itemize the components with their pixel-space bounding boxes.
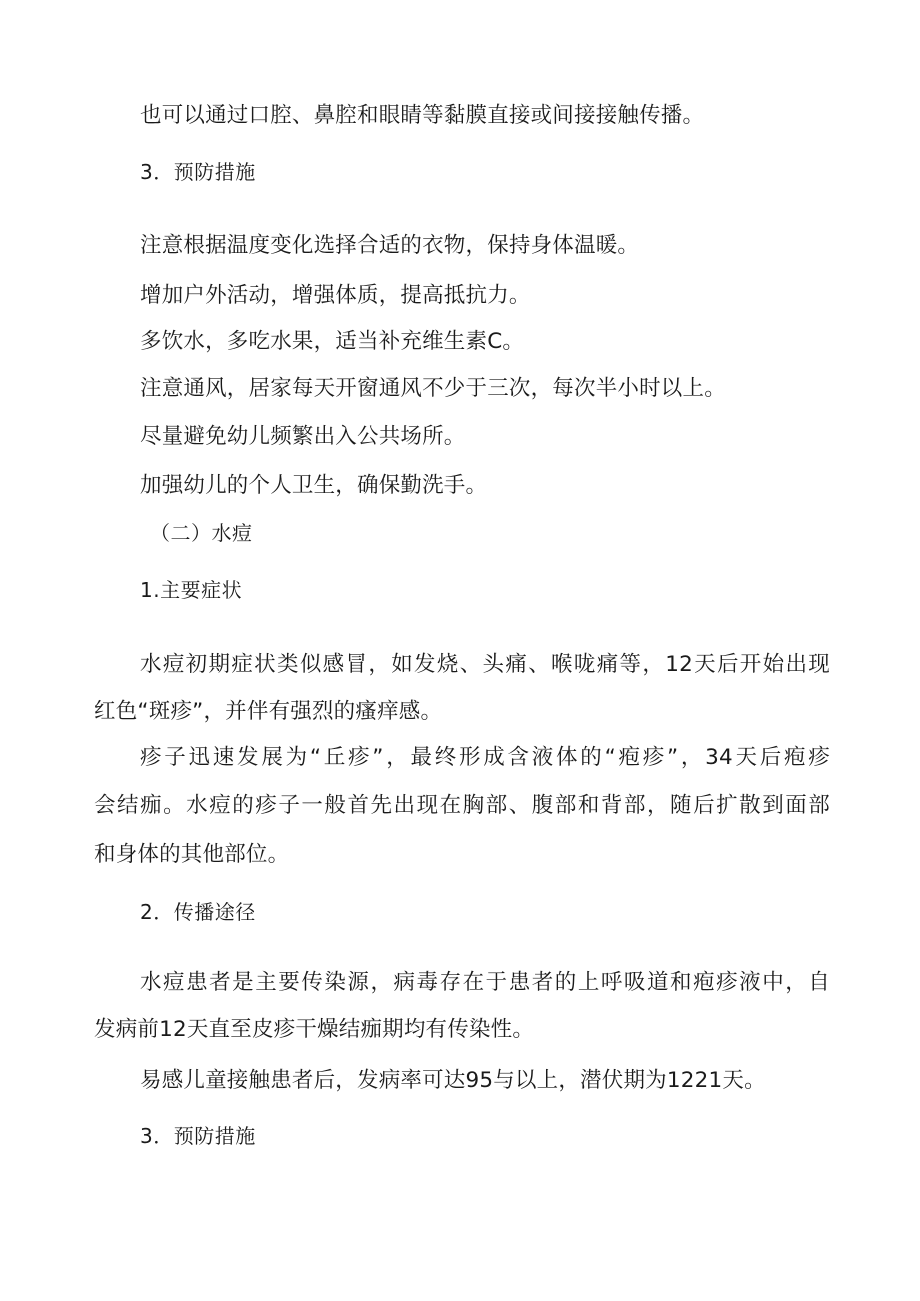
section-heading: 1.主要症状 bbox=[140, 578, 243, 602]
section-heading: （二）水痘 bbox=[150, 521, 253, 545]
section-heading: 2．传播途径 bbox=[140, 900, 256, 924]
paragraph-line: 注意根据温度变化选择合适的衣物，保持身体温暖。 bbox=[140, 233, 640, 258]
section-heading: 3．预防措施 bbox=[140, 1124, 256, 1148]
paragraph-line: 尽量避免幼儿频繁出入公共场所。 bbox=[140, 424, 466, 449]
paragraph-line: 也可以通过口腔、鼻腔和眼睛等黏膜直接或间接接触传播。 bbox=[140, 103, 705, 128]
paragraph-line: 红色“斑疹”，并伴有强烈的瘙痒感。 bbox=[94, 699, 443, 724]
paragraph-line: 水痘初期症状类似感冒，如发烧、头痛、喉咙痛等，12天后开始出现 bbox=[140, 652, 830, 677]
section-heading: 3．预防措施 bbox=[140, 160, 256, 184]
paragraph-line: 水痘患者是主要传染源，病毒存在于患者的上呼吸道和疱疹液中，自 bbox=[140, 970, 830, 995]
paragraph-line: 会结痂。水痘的疹子一般首先出现在胸部、腹部和背部，随后扩散到面部 bbox=[94, 793, 830, 818]
paragraph-line: 注意通风，居家每天开窗通风不少于三次，每次半小时以上。 bbox=[140, 376, 726, 401]
paragraph-line: 多饮水，多吃水果，适当补充维生素C。 bbox=[140, 329, 525, 354]
paragraph-line: 易感儿童接触患者后，发病率可达95与以上，潜伏期为1221天。 bbox=[140, 1068, 766, 1093]
paragraph-line: 发病前12天直至皮疹干燥结痂期均有传染性。 bbox=[94, 1017, 535, 1042]
paragraph-line: 增加户外活动，增强体质，提高抵抗力。 bbox=[140, 283, 531, 308]
paragraph-line: 疹子迅速发展为“丘疹”，最终形成含液体的“疱疹”，34天后疱疹 bbox=[140, 745, 830, 770]
paragraph-line: 和身体的其他部位。 bbox=[94, 842, 290, 867]
paragraph-line: 加强幼儿的个人卫生，确保勤洗手。 bbox=[140, 473, 488, 498]
